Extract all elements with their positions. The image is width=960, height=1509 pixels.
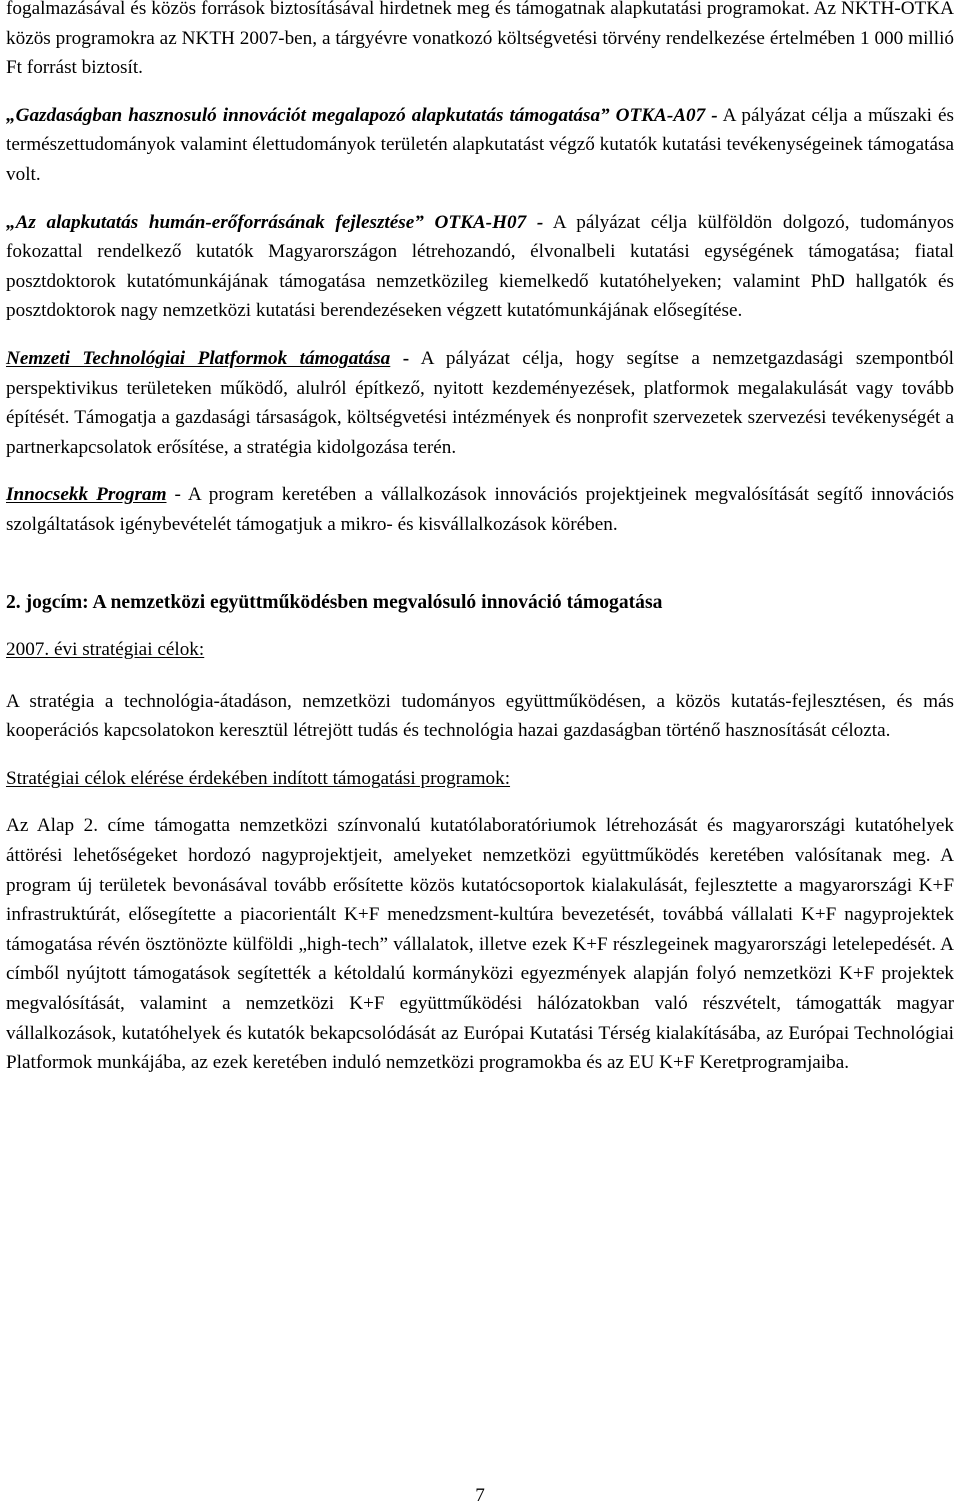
- program-description: A pályázat célja, hogy segítse a nemzetgazdasági szempontból perspektivikus területeken működő, alulról építkező, nyitott kezdeményezések, platformok megalakulását vagy tovább építését. Támogatja a gazdasági társaságok, költségvetési intézmények és nonprofit szervezetek szervezési tevékenységét a partnerkapcsolatok erősítése, a stratégia kidolgozása terén.: [6, 347, 954, 458]
- program-description: - A program keretében a vállalkozások innovációs projektjeinek megvalósítását segítő innovációs szolgáltatások igénybevételét támogatjuk a mikro- és kisvállalkozások körében.: [6, 484, 955, 535]
- section-heading: 2. jogcím: A nemzetközi együttműködésben megvalósuló innováció támogatása: [6, 591, 663, 613]
- programs-label-text: Stratégiai célok elérése érdekében indított támogatási programok:: [6, 767, 511, 789]
- program-paragraph-innocsekk: [6, 480, 954, 539]
- program-title: „Az alapkutatás humán-erőforrásának fejlesztése” OTKA-H07 -: [6, 211, 544, 233]
- programs-paragraph: Az Alap 2. címe támogatta nemzetközi színvonalú kutatólaboratóriumok létrehozását és magyarországi kutatóhelyek áttörési lehetőségeket hordozó nagyprojektjeit, amelyeket nemzetközi együttműködés keretében valósítanak meg. A program új területek bevonásával tovább erősítette közös kutatócsoportok kialakulását, fejlesztette a magyarországi K+F infrastruktúrát, elősegítette a piacorientált K+F menedzsment-kultúra bevezetését, továbbá vállalati K+F nagyprojektek támogatása révén ösztönözte külföldi „high-tech” vállalatok, illetve ezek K+F részlegeinek magyarországi letelepedését. A címből nyújtott támogatások segítették a kétoldalú kormányközi egyezmények alapján folyó nemzetközi K+F projektek megvalósítását, valamint a nemzetközi K+F együttműködési hálózatokban való részvételt, támogatták magyar vállalkozások, kutatóhelyek és kutatók bekapcsolódását az Európai Kutatási Térség kialakításába, az Európai Technológiai Platformok munkájába, az ezek keretében induló nemzetközi programokba és az EU K+F Keretprogramjaiba.: [6, 815, 954, 1074]
- program-title: Nemzeti Technológiai Platformok támogatása: [6, 347, 391, 369]
- goals-label-text: 2007. évi stratégiai célok:: [6, 639, 205, 661]
- program-description: A pályázat célja a műszaki és természettudományok valamint élettudományok területén alapkutatást végző kutatók kutatási tevékenységeinek támogatása volt.: [6, 104, 955, 185]
- document-page: [6, 0, 954, 1078]
- program-paragraph-otka-a07: [6, 101, 954, 190]
- program-title-dash: -: [390, 347, 410, 369]
- program-title: „Gazdaságban hasznosuló innovációt megalapozó alapkutatás támogatása” OTKA-A07 -: [6, 104, 718, 126]
- program-title: Innocsekk Program: [6, 484, 167, 506]
- page-number: 7: [475, 1485, 485, 1506]
- program-paragraph-ntp: [6, 344, 954, 462]
- intro-paragraph: fogalmazásával és közös források biztosításával hirdetnek meg és támogatnak alapkutatási programokat. Az NKTH-OTKA közös programokra az NKTH 2007-ben, a tárgyévre vonatkozó költségvetési törvény rendelkezése értelmében 1 000 millió Ft forrást biztosít.: [6, 0, 954, 79]
- program-description: A pályázat célja külföldön dolgozó, tudományos fokozattal rendelkező kutatók Magyarországon létrehozandó, élvonalbeli kutatási egységének támogatása; fiatal posztdoktorok kutatómunkájának támogatása nemzetközileg kiemelkedő kutatóhelyeken; valamint PhD hallgatók és posztdoktorok nagy nemzetközi kutatási berendezéseken végzett kutatómunkájának elősegítése.: [6, 211, 954, 322]
- goals-label: [6, 635, 954, 665]
- programs-label: [6, 764, 954, 794]
- goals-paragraph: A stratégia a technológia-átadáson, nemzetközi tudományos együttműködésen, a közös kutatás-fejlesztésen, és más kooperációs kapcsolatokon keresztül létrejött tudás és technológia hazai gazdaságban történő hasznosítását célozta.: [6, 690, 954, 742]
- program-paragraph-otka-h07: [6, 208, 954, 326]
